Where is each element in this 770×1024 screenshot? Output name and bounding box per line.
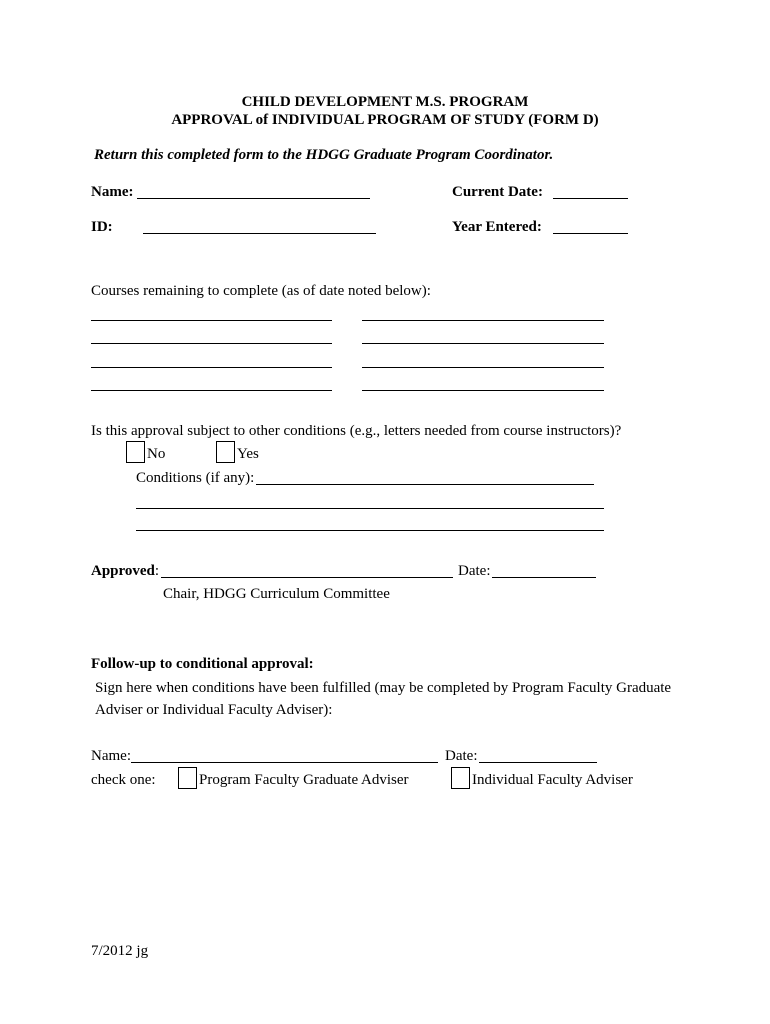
yes-checkbox[interactable] bbox=[216, 441, 235, 463]
followup-text-line1: Sign here when conditions have been fulfilled (may be completed by Program Faculty Graduate bbox=[95, 680, 672, 696]
conditions-line[interactable] bbox=[256, 484, 594, 485]
approved-colon: : bbox=[154, 563, 160, 579]
current-date-label: Current Date: bbox=[452, 184, 543, 200]
followup-text-line2: Adviser or Individual Faculty Adviser): bbox=[95, 702, 333, 718]
yes-label: Yes bbox=[237, 446, 259, 462]
course-line[interactable] bbox=[362, 367, 604, 368]
return-instruction: Return this completed form to the HDGG Graduate Program Coordinator. bbox=[94, 147, 554, 163]
followup-name-label: Name: bbox=[91, 748, 131, 764]
course-line[interactable] bbox=[362, 320, 604, 321]
individual-faculty-adviser-checkbox[interactable] bbox=[451, 767, 470, 789]
conditions-line[interactable] bbox=[136, 508, 604, 509]
name-label: Name: bbox=[91, 184, 134, 200]
course-line[interactable] bbox=[91, 343, 332, 344]
course-line[interactable] bbox=[91, 367, 332, 368]
course-line[interactable] bbox=[362, 343, 604, 344]
current-date-field[interactable] bbox=[553, 198, 628, 199]
approval-date-line[interactable] bbox=[492, 577, 596, 578]
approved-label: Approved bbox=[91, 563, 155, 579]
course-line[interactable] bbox=[91, 390, 332, 391]
form-title-line2: APPROVAL of INDIVIDUAL PROGRAM OF STUDY (FORM D) bbox=[171, 112, 599, 128]
conditions-line[interactable] bbox=[136, 530, 604, 531]
program-faculty-adviser-label: Program Faculty Graduate Adviser bbox=[199, 772, 409, 788]
signer-title: Chair, HDGG Curriculum Committee bbox=[163, 586, 390, 602]
version-footer: 7/2012 jg bbox=[91, 943, 149, 959]
approval-date-label: Date: bbox=[458, 563, 491, 579]
individual-faculty-adviser-label: Individual Faculty Adviser bbox=[472, 772, 633, 788]
id-label: ID: bbox=[91, 219, 113, 235]
followup-date-label: Date: bbox=[445, 748, 478, 764]
followup-heading: Follow-up to conditional approval: bbox=[91, 656, 314, 672]
form-title-line1: CHILD DEVELOPMENT M.S. PROGRAM bbox=[241, 94, 529, 110]
name-field[interactable] bbox=[137, 198, 370, 199]
conditions-label: Conditions (if any): bbox=[136, 470, 255, 486]
conditions-question: Is this approval subject to other conditions (e.g., letters needed from course instructors)? bbox=[91, 423, 622, 439]
approved-signature-line[interactable] bbox=[161, 577, 453, 578]
course-line[interactable] bbox=[362, 390, 604, 391]
program-faculty-adviser-checkbox[interactable] bbox=[178, 767, 197, 789]
year-entered-label: Year Entered: bbox=[452, 219, 542, 235]
check-one-label: check one: bbox=[91, 772, 156, 788]
course-line[interactable] bbox=[91, 320, 332, 321]
no-checkbox[interactable] bbox=[126, 441, 145, 463]
year-entered-field[interactable] bbox=[553, 233, 628, 234]
no-label: No bbox=[147, 446, 166, 462]
followup-name-line[interactable] bbox=[131, 762, 438, 763]
courses-remaining-label: Courses remaining to complete (as of date noted below): bbox=[91, 283, 431, 299]
id-field[interactable] bbox=[143, 233, 376, 234]
followup-date-line[interactable] bbox=[479, 762, 597, 763]
